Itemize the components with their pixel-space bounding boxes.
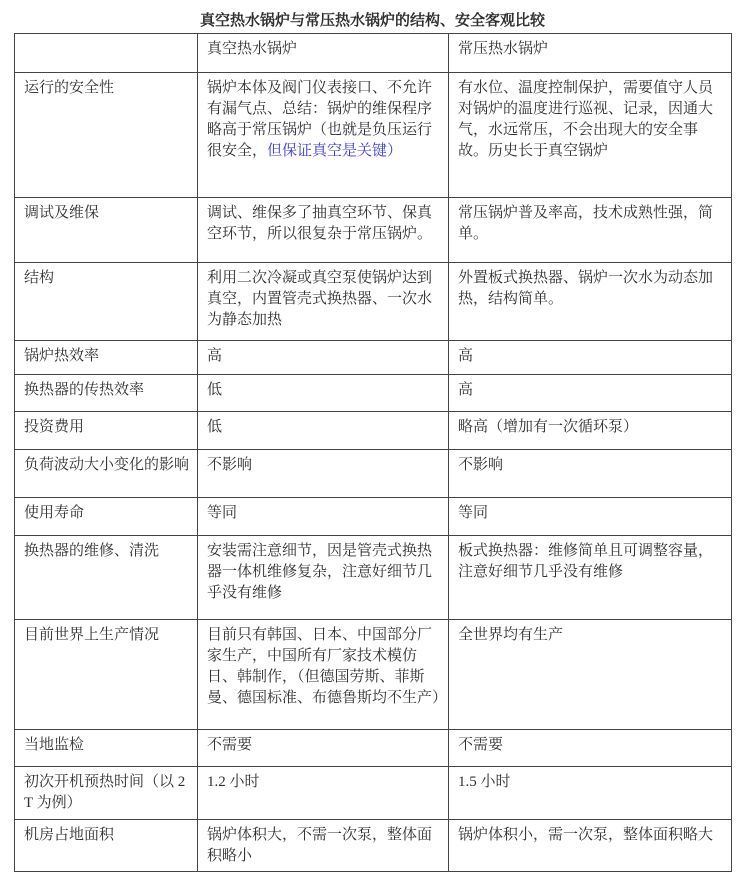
table-row <box>15 73 732 198</box>
row-label: 运行的安全性 <box>15 73 198 198</box>
row-label: 当地监检 <box>15 730 198 767</box>
table-row <box>15 198 732 263</box>
row-label: 目前世界上生产情况 <box>15 620 198 730</box>
row-label: 换热器的传热效率 <box>15 375 198 412</box>
vacuum-cell: 低 <box>198 375 449 412</box>
atmospheric-cell: 略高（增加有一次循环泵） <box>449 412 732 450</box>
atmospheric-cell: 常压锅炉普及率高，技术成熟性强，简单。 <box>449 198 732 263</box>
vacuum-cell: 调试、维保多了抽真空环节、保真空环节，所以很复杂于常压锅炉。 <box>198 198 449 263</box>
row-label: 锅炉热效率 <box>15 341 198 375</box>
atmospheric-cell: 不需要 <box>449 730 732 767</box>
column-header-atmospheric: 常压热水锅炉 <box>449 34 732 73</box>
table-row <box>15 767 732 820</box>
vacuum-cell: 高 <box>198 341 449 375</box>
vacuum-cell: 利用二次冷凝或真空泵使锅炉达到真空，内置管壳式换热器、一次水为静态加热 <box>198 263 449 341</box>
table-row <box>15 820 732 872</box>
document-page <box>0 11 745 887</box>
table-row <box>15 498 732 536</box>
vacuum-cell: 低 <box>198 412 449 450</box>
vacuum-cell: 1.2 小时 <box>198 767 449 820</box>
header-row <box>15 34 732 73</box>
vacuum-cell: 不影响 <box>198 450 449 498</box>
vacuum-cell: 安装需注意细节，因是管壳式换热器一体机维修复杂，注意好细节几乎没有维修 <box>198 536 449 620</box>
table-row <box>15 412 732 450</box>
column-header-empty <box>15 34 198 73</box>
atmospheric-cell: 锅炉体积小，需一次泵，整体面积略大 <box>449 820 732 872</box>
row-label: 机房占地面积 <box>15 820 198 872</box>
vacuum-text: 锅炉本体及阀门仪表接口、不允许有漏气点、总结：锅炉的维保程序略高于常压锅炉（也就是负压运行很安全， <box>207 80 433 159</box>
highlighted-text: 但保证真空是关键） <box>267 143 403 159</box>
row-label: 使用寿命 <box>15 498 198 536</box>
atmospheric-cell: 高 <box>449 375 732 412</box>
row-label: 初次开机预热时间（以 2T 为例） <box>15 767 198 820</box>
atmospheric-cell: 1.5 小时 <box>449 767 732 820</box>
table-row <box>15 341 732 375</box>
table-row <box>15 620 732 730</box>
table-row <box>15 263 732 341</box>
row-label: 投资费用 <box>15 412 198 450</box>
vacuum-cell <box>198 73 449 198</box>
column-header-vacuum: 真空热水锅炉 <box>198 34 449 73</box>
atmospheric-cell: 等同 <box>449 498 732 536</box>
vacuum-cell: 不需要 <box>198 730 449 767</box>
row-label: 调试及维保 <box>15 198 198 263</box>
atmospheric-cell: 外置板式换热器、锅炉一次水为动态加热，结构简单。 <box>449 263 732 341</box>
vacuum-cell: 等同 <box>198 498 449 536</box>
atmospheric-cell: 高 <box>449 341 732 375</box>
vacuum-cell: 锅炉体积大，不需一次泵，整体面积略小 <box>198 820 449 872</box>
atmospheric-cell: 全世界均有生产 <box>449 620 732 730</box>
comparison-table <box>14 33 732 872</box>
vacuum-cell: 目前只有韩国、日本、中国部分厂家生产，中国所有厂家技术模仿日、韩制作，（但德国劳斯、菲斯曼、德国标准、布德鲁斯均不生产） <box>198 620 449 730</box>
table-row <box>15 375 732 412</box>
row-label: 结构 <box>15 263 198 341</box>
table-row <box>15 536 732 620</box>
page-title: 真空热水锅炉与常压热水锅炉的结构、安全客观比较 <box>199 13 545 29</box>
atmospheric-cell: 不影响 <box>449 450 732 498</box>
atmospheric-cell: 有水位、温度控制保护，需要值守人员对锅炉的温度进行巡视、记录，因通大气，水远常压，不会出现大的安全事故。历史长于真空锅炉 <box>449 73 732 198</box>
row-label: 换热器的维修、清洗 <box>15 536 198 620</box>
table-row <box>15 450 732 498</box>
atmospheric-cell: 板式换热器：维修简单且可调整容量，注意好细节几乎没有维修 <box>449 536 732 620</box>
row-label: 负荷波动大小变化的影响 <box>15 450 198 498</box>
table-row <box>15 730 732 767</box>
